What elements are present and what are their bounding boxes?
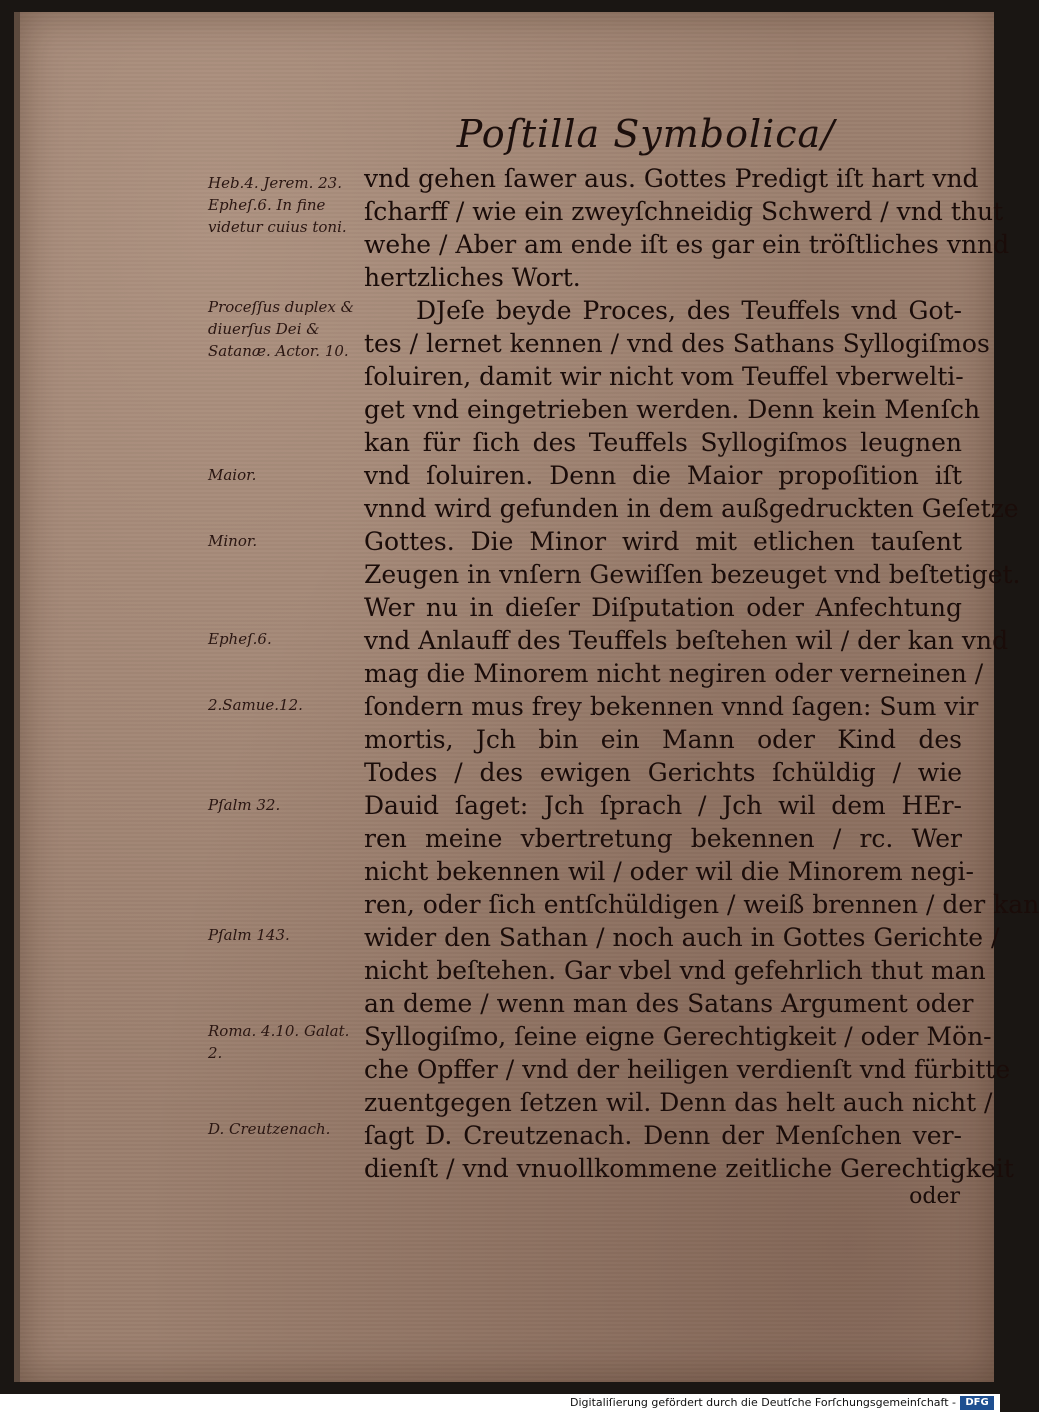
text-line: zuentgegen ſetzen wil. Denn das helt auch nicht / bbox=[364, 1088, 993, 1117]
catchword: oder bbox=[909, 1184, 960, 1209]
text-line: ſoluiren, damit wir nicht vom Teuffel vberwelti- bbox=[364, 362, 964, 391]
margin-note: Minor. bbox=[208, 532, 258, 550]
text-line: nicht bekennen wil / oder wil die Minorem negi- bbox=[364, 857, 974, 886]
margin-note: Proceſſus duplex & diuerſus Dei & Satanæ. Actor. 10. bbox=[208, 298, 354, 360]
text-line: tes / lernet kennen / vnd des Sathans Syllogiſmos bbox=[364, 329, 990, 358]
text-line: an deme / wenn man des Satans Argument oder bbox=[364, 989, 974, 1018]
text-line: ſagt D. Creutzenach. Denn der Menſchen ver- bbox=[364, 1121, 962, 1150]
funding-credit: Digitaliſierung gefördert durch die Deutſche Forſchungsgemeinſchaft - bbox=[570, 1396, 956, 1409]
text-line: che Opffer / vnd der heiligen verdienſt vnd fürbitte bbox=[364, 1055, 1011, 1084]
margin-note: Epheſ.6. bbox=[208, 630, 272, 648]
text-line: wehe / Aber am ende iſt es gar ein tröſtliches vnnd bbox=[364, 230, 1010, 259]
dfg-logo: DFG bbox=[960, 1396, 994, 1410]
margin-note: Pſalm 143. bbox=[208, 926, 290, 944]
text-line: vnd ſoluiren. Denn die Maior propoſition iſt bbox=[364, 461, 962, 490]
margin-note: Heb.4. Jerem. 23. Epheſ.6. In fine videtur cuius toni. bbox=[208, 174, 347, 236]
margin-note: Roma. 4.10. Galat. 2. bbox=[208, 1022, 350, 1062]
text-line: wider den Sathan / noch auch in Gottes Gerichte / bbox=[364, 923, 1000, 952]
text-line: Gottes. Die Minor wird mit etlichen tauſent bbox=[364, 527, 962, 556]
text-line: ſcharff / wie ein zweyſchneidig Schwerd / vnd thut bbox=[364, 197, 1004, 226]
text-line: ren, oder ſich entſchüldigen / weiß brennen / der kan bbox=[364, 890, 1039, 919]
text-line: dienſt / vnd vnuollkommene zeitliche Gerechtigkeit bbox=[364, 1154, 1014, 1183]
text-line: mortis, Jch bin ein Mann oder Kind des bbox=[364, 725, 962, 754]
running-title: Poſtilla Symbolica/ bbox=[456, 112, 835, 156]
text-line: nicht beſtehen. Gar vbel vnd gefehrlich thut man bbox=[364, 956, 986, 985]
margin-note: 2.Samue.12. bbox=[208, 696, 303, 714]
text-line: DJeſe beyde Proces, des Teuffels vnd Got- bbox=[416, 296, 962, 325]
text-line: Syllogiſmo, ſeine eigne Gerechtigkeit / oder Mön- bbox=[364, 1022, 992, 1051]
scanned-page bbox=[14, 12, 1039, 1382]
text-line: ren meine vbertretung bekennen / rc. Wer bbox=[364, 824, 962, 853]
text-line: Wer nu in dieſer Diſputation oder Anfechtung bbox=[364, 593, 962, 622]
margin-note: Pſalm 32. bbox=[208, 796, 281, 814]
text-line: Zeugen in vnſern Gewiſſen bezeuget vnd beſtetiget. bbox=[364, 560, 1021, 589]
text-line: vnd gehen ſawer aus. Gottes Predigt iſt hart vnd bbox=[364, 164, 979, 193]
text-line: vnnd wird gefunden in dem außgedruckten Geſetze bbox=[364, 494, 1019, 523]
text-line: Todes / des ewigen Gerichts ſchüldig / wie bbox=[364, 758, 962, 787]
text-line: ſondern mus frey bekennen vnnd ſagen: Sum vir bbox=[364, 692, 979, 721]
text-line: hertzliches Wort. bbox=[364, 263, 581, 292]
margin-note: D. Creutzenach. bbox=[208, 1120, 331, 1138]
text-line: vnd Anlauff des Teuffels beſtehen wil / der kan vnd bbox=[364, 626, 1009, 655]
text-line: get vnd eingetrieben werden. Denn kein Menſch bbox=[364, 395, 981, 424]
text-line: Dauid ſaget: Jch ſprach / Jch wil dem HEr- bbox=[364, 791, 962, 820]
text-line: kan für ſich des Teuffels Syllogiſmos leugnen bbox=[364, 428, 962, 457]
text-line: mag die Minorem nicht negiren oder verneinen / bbox=[364, 659, 984, 688]
margin-note: Maior. bbox=[208, 466, 257, 484]
